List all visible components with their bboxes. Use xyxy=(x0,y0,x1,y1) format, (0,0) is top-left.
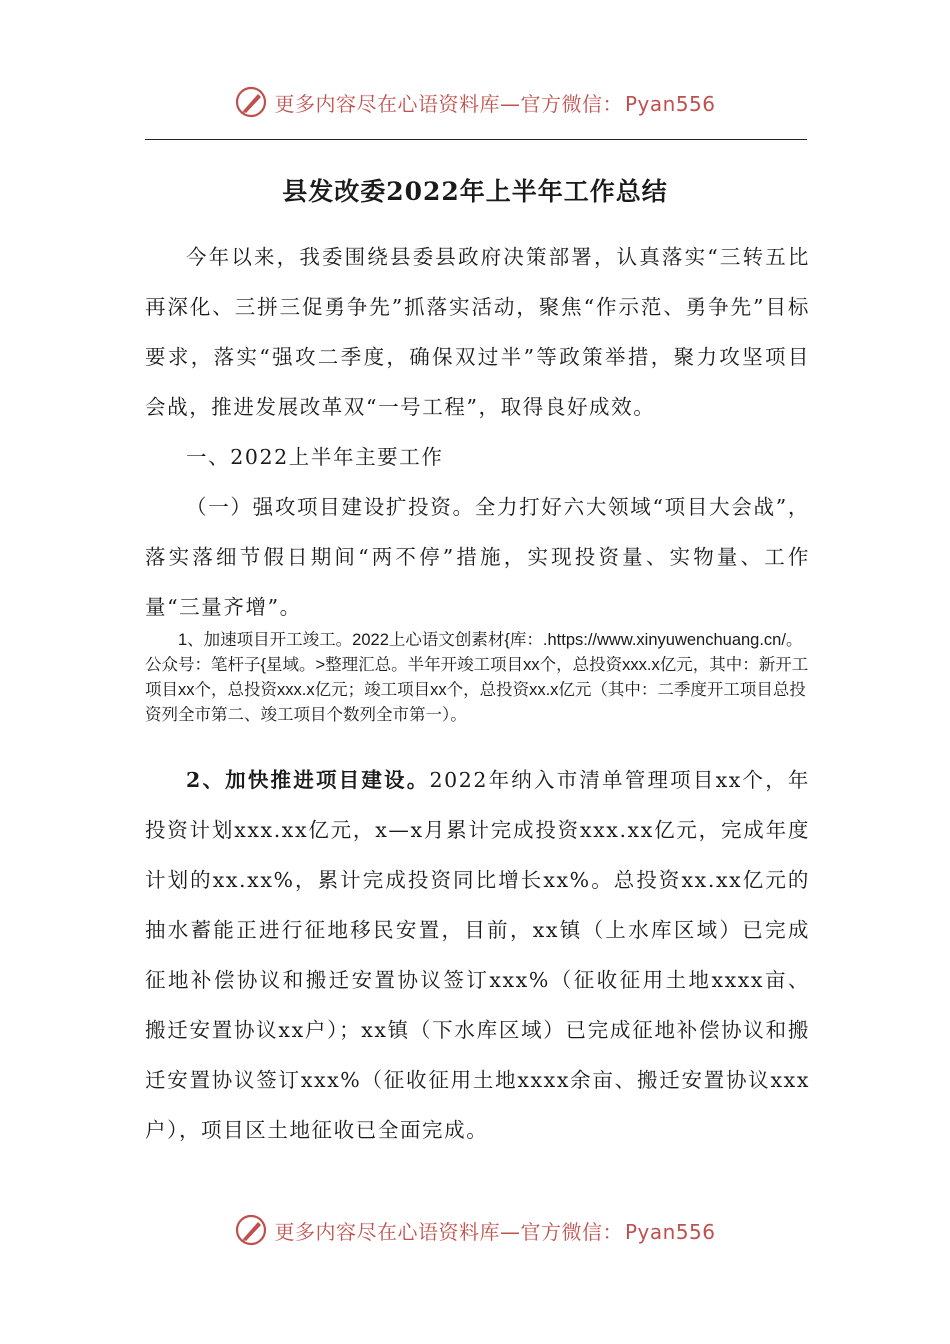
intro-paragraph: 今年以来，我委围绕县委县政府决策部署，认真落实“三转五比再深化、三拼三促勇争先”抓落实活动，聚焦“作示范、勇争先”目标要求，落实“强攻二季度，确保双过半”等政策举措，聚力攻坚项目会战，推进发展改革双“一号工程”，取得良好成效。 xyxy=(145,245,810,419)
item1-paragraph: 1、加速项目开工竣工。2022上心语文创素材{库：.https://www.xinyuwenchuang.cn/。公众号：笔杆子{星域。>整理汇总。半年开竣工项目xx个，总投资xxx.x亿元，其中：新开工项目xx个，总投资xxx.x亿元；竣工项目xx个，总投资xx.x亿元（其中：二季度开工项目总投资列全市第二、竣工项目个数列全市第一）。 xyxy=(145,631,809,724)
item2-lead: 2、加快推进项目建设。 xyxy=(186,768,430,792)
footer-watermark xyxy=(0,1210,950,1250)
lower-body xyxy=(145,755,810,1155)
header-divider xyxy=(145,139,807,140)
pen-logo-icon xyxy=(234,1213,268,1247)
section-heading: 一、2022上半年主要工作 xyxy=(186,445,444,469)
document-title: 县发改委2022年上半年工作总结 xyxy=(282,177,668,206)
item2-body: 2022年纳入市清单管理项目xx个，年投资计划xxx.xx亿元，x—x月累计完成投资xxx.xx亿元，完成年度计划的xx.xx%，累计完成投资同比增长xx%。总投资xx.xx亿元的抽水蓄能正进行征地移民安置，目前，xx镇（上水库区域）已完成征地补偿协议和搬迁安置协议签订xxx%（征收征用土地xxxx亩、搬迁安置协议xx户）；xx镇（下水库区域）已完成征地补偿协议和搬迁安置协议签订xxx%（征收征用土地xxxx余亩、搬迁安置协议xxx户），项目区土地征收已全面完成。 xyxy=(145,768,810,1142)
pen-logo-icon xyxy=(234,85,268,119)
upper-body xyxy=(145,232,810,632)
header-watermark xyxy=(0,82,950,122)
subsection-paragraph: （一）强攻项目建设扩投资。全力打好六大领域“项目大会战”，落实落细节假日期间“两不停”措施，实现投资量、实物量、工作量“三量齐增”。 xyxy=(145,495,810,619)
watermark-text: 更多内容尽在心语资料库—官方微信： Pyan556 xyxy=(274,91,716,116)
watermark-text: 更多内容尽在心语资料库—官方微信： Pyan556 xyxy=(274,1219,716,1244)
item2-paragraph xyxy=(145,755,810,1155)
